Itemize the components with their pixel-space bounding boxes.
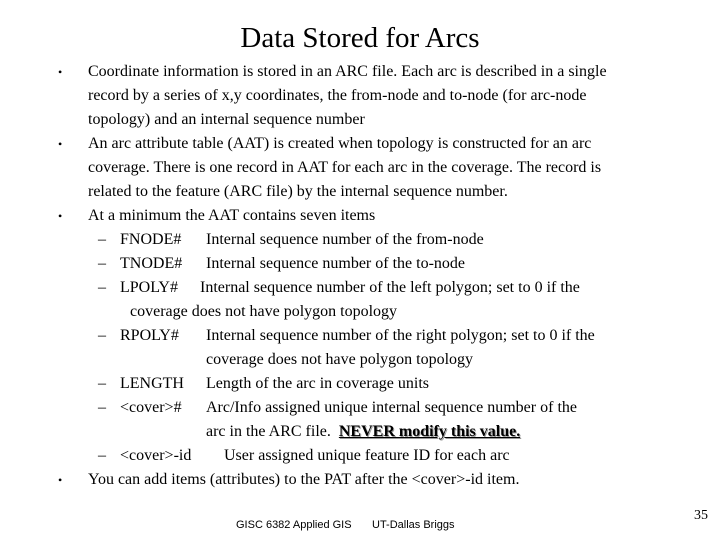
item-description: Internal sequence number of the to-node — [206, 255, 466, 272]
item-code: TNODE# — [120, 255, 183, 272]
aat-item-length — [98, 372, 678, 396]
dash-marker: – — [98, 399, 106, 416]
footer-institution: UT-Dallas Briggs — [372, 519, 455, 531]
item-description-continued: coverage does not have polygon topology — [206, 351, 474, 368]
bullet-list — [58, 60, 678, 492]
footer-course: GISC 6382 Applied GIS — [236, 519, 352, 531]
item-description: Internal sequence number of the right polygon; set to 0 if the — [206, 327, 595, 344]
item-code: <cover># — [120, 399, 182, 416]
bullet-marker: • — [58, 65, 63, 79]
aat-item-tnode — [98, 252, 678, 276]
bullet-marker: • — [58, 473, 63, 487]
aat-item-fnode — [98, 228, 678, 252]
bullet-marker: • — [58, 137, 63, 151]
bullet-item — [58, 132, 678, 204]
item-code: RPOLY# — [120, 327, 179, 344]
item-code: LPOLY# — [120, 279, 178, 296]
bullet-item — [58, 468, 678, 492]
item-code: FNODE# — [120, 231, 182, 248]
aat-item-cover-id — [98, 444, 678, 468]
bullet-text: You can add items (attributes) to the PAT after the <cover>-id item. — [88, 471, 520, 488]
dash-marker: – — [98, 375, 106, 392]
dash-marker: – — [98, 447, 106, 464]
warning-emphasis: NEVER modify this value. — [338, 423, 521, 440]
dash-marker: – — [98, 255, 106, 272]
item-description: Internal sequence number of the left polygon; set to 0 if the — [200, 279, 580, 296]
bullet-marker: • — [58, 209, 63, 223]
dash-marker: – — [98, 231, 106, 248]
item-code: LENGTH — [120, 375, 184, 392]
item-code: <cover>-id — [120, 447, 192, 464]
aat-item-rpoly — [98, 324, 678, 372]
item-description-continued: coverage does not have polygon topology — [130, 303, 398, 320]
dash-marker: – — [98, 327, 106, 344]
item-description: User assigned unique feature ID for each arc — [224, 447, 510, 464]
aat-item-lpoly — [98, 276, 678, 324]
dash-marker: – — [98, 279, 106, 296]
aat-item-cover-number — [98, 396, 678, 444]
bullet-text: An arc attribute table (AAT) is created when topology is constructed for an arc coverage. There is one record in AAT for each arc in the coverage. The record is related to the feature (ARC file) by the internal sequence number. — [88, 135, 602, 200]
bullet-item — [58, 60, 678, 132]
page-number: 35 — [694, 508, 708, 523]
bullet-item — [58, 204, 678, 228]
slide-title: Data Stored for Arcs — [240, 22, 480, 54]
bullet-text: At a minimum the AAT contains seven items — [88, 207, 376, 224]
continued-text: arc in the ARC file. — [206, 423, 339, 440]
item-description-continued — [206, 420, 520, 444]
item-description: Length of the arc in coverage units — [206, 375, 430, 392]
item-description: Internal sequence number of the from-node — [206, 231, 484, 248]
item-description: Arc/Info assigned unique internal sequence number of the — [206, 399, 577, 416]
bullet-text: Coordinate information is stored in an ARC file. Each arc is described in a single record by a series of x,y coordinates, the from-node and to-node (for arc-node topology) and an internal sequence number — [88, 63, 607, 128]
